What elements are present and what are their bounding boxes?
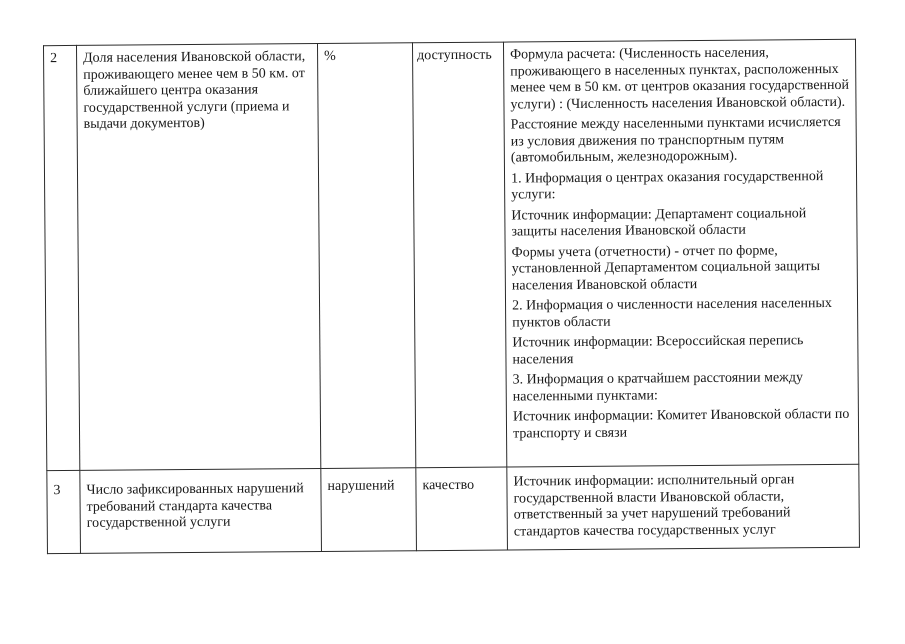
unit-cell bbox=[321, 468, 417, 552]
indicator-type-cell bbox=[416, 467, 508, 551]
indicators-table bbox=[43, 39, 860, 554]
unit-of-measure: нарушений bbox=[327, 478, 395, 494]
description-paragraph: Источник информации: Департамент социальной защиты населения Ивановской области bbox=[511, 205, 807, 240]
unit-cell bbox=[317, 43, 415, 469]
indicator-type: качество bbox=[422, 477, 475, 494]
indicator-name: Доля населения Ивановской области, проживающего менее чем в 50 км. от ближайшего центра оказания государственной услуги (приема и выдачи документов) bbox=[83, 49, 306, 132]
indicator-name-cell bbox=[76, 44, 320, 471]
description-paragraph: Источник информации: Комитет Ивановской области по транспорту и связи bbox=[512, 406, 850, 442]
row-number-cell bbox=[43, 45, 79, 470]
indicator-name: Число зафиксированных нарушений требований стандарта качества государственной услуги bbox=[86, 481, 304, 531]
description-paragraph: Источник информации: исполнительный орган государственной власти Ивановской области, ответственный за учет нарушений требований стандартов качества государственных услуг bbox=[513, 472, 795, 540]
description-paragraph: 1. Информация о центрах оказания государственной услуги: bbox=[510, 168, 824, 203]
indicator-name-cell bbox=[80, 469, 322, 554]
table-row bbox=[47, 464, 860, 553]
unit-of-measure: % bbox=[324, 48, 336, 64]
indicator-type: доступность bbox=[417, 47, 492, 64]
description-paragraph: Формула расчета: (Численность населения, проживающего в населенных пунктах, расположенных менее чем в 50 км. от центров оказания государственной услуги) : (Численность населения Ивановской области). bbox=[510, 45, 850, 113]
description-paragraph: 2. Информация о численности населения населенных пунктов области bbox=[511, 296, 832, 331]
description-paragraph: Формы учета (отчетности) - отчет по форме, установленной Департаментом социальной защиты населения Ивановской области bbox=[511, 242, 821, 294]
description-cell bbox=[503, 39, 858, 467]
description-paragraph: Источник информации: Всероссийская перепись населения bbox=[512, 333, 804, 368]
description-paragraph: 3. Информация о кратчайшем расстоянии между населенными пунктами: bbox=[512, 370, 804, 405]
table-row bbox=[43, 39, 858, 470]
row-number: 2 bbox=[50, 51, 58, 67]
indicator-type-cell bbox=[412, 42, 506, 468]
description-paragraph: Расстояние между населенными пунктами исчисляется из условия движения по транспортным путям (автомобильным, железнодорожным). bbox=[510, 114, 841, 166]
row-number-cell bbox=[47, 470, 81, 553]
row-number: 3 bbox=[53, 483, 61, 499]
description-cell bbox=[507, 464, 860, 550]
